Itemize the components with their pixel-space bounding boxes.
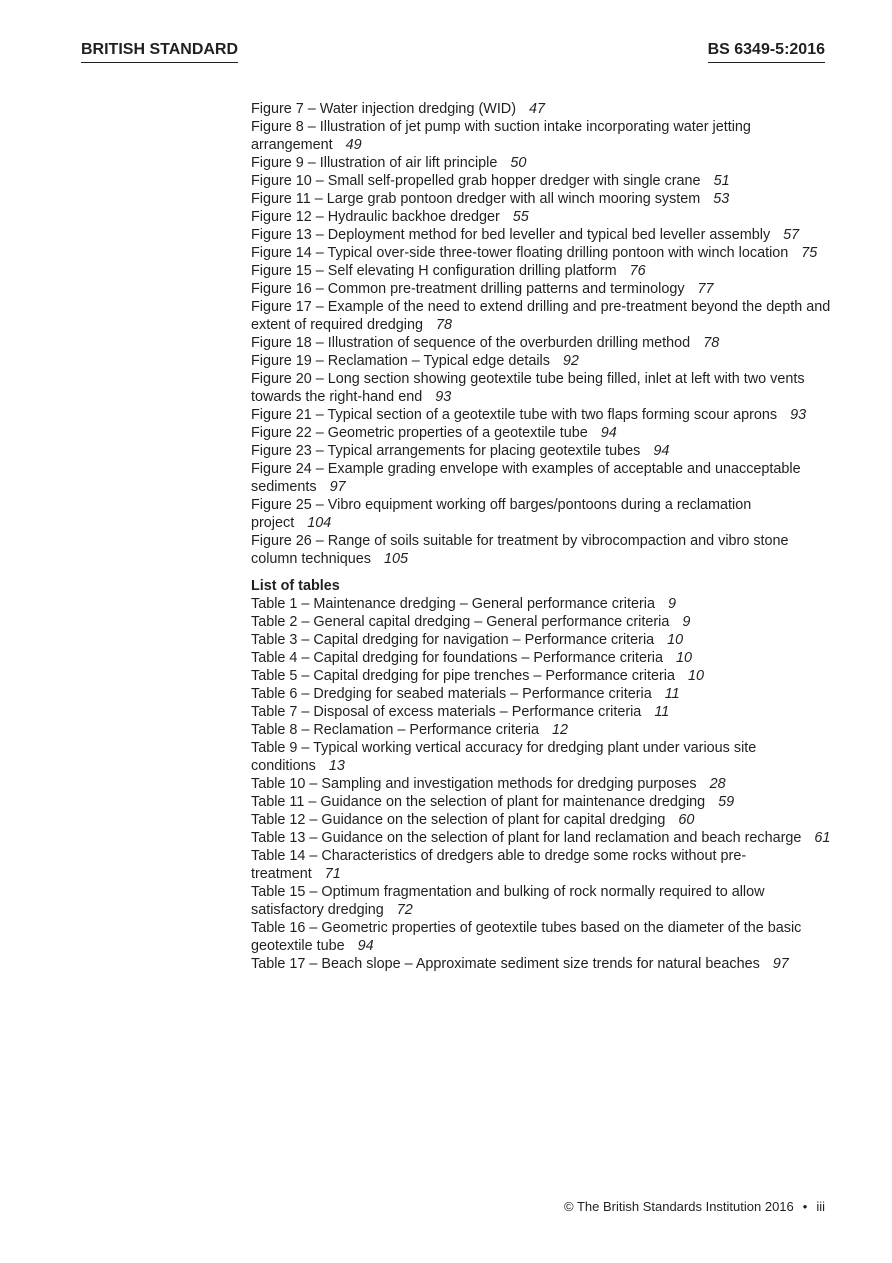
table-entry-page-number: 11 [654,704,670,720]
table-entry-title: Table 12 – Guidance on the selection of plant for capital dredging [251,812,666,828]
figure-entry[interactable] [251,370,831,406]
table-entry-title: Table 8 – Reclamation – Performance criteria [251,722,539,738]
figure-entry-page-number: 50 [510,155,527,171]
figure-entry[interactable] [251,442,831,460]
figure-entry-page-number: 47 [529,101,546,117]
table-entry[interactable] [251,775,831,793]
figure-entry-page-number: 94 [600,425,617,441]
figure-entry-title: Figure 18 – Illustration of sequence of the overburden drilling method [251,335,691,351]
figure-entry[interactable] [251,406,831,424]
figure-entry-title: Figure 14 – Typical over-side three-tower floating drilling pontoon with winch location [251,245,789,261]
figure-entry-title: Figure 26 – Range of soils suitable for treatment by vibrocompaction and vibro stone column techniques [251,533,789,567]
table-entry[interactable] [251,595,831,613]
table-entry[interactable] [251,829,831,847]
header-publisher: BRITISH STANDARD [81,40,238,63]
figure-entry[interactable] [251,172,831,190]
figure-entry[interactable] [251,100,831,118]
list-of-tables-heading: List of tables [251,578,340,594]
copyright-notice: © The British Standards Institution 2016 [564,1199,794,1214]
table-entry-title: Table 17 – Beach slope – Approximate sediment size trends for natural beaches [251,956,760,972]
table-entry-page-number: 71 [324,866,341,882]
table-entry-title: Table 6 – Dredging for seabed materials – Performance criteria [251,686,652,702]
table-entry[interactable] [251,721,831,739]
table-entry[interactable] [251,793,831,811]
page-footer [564,1199,825,1215]
table-entry[interactable] [251,649,831,667]
table-entry[interactable] [251,613,831,631]
table-entry[interactable] [251,739,831,775]
table-entry-page-number: 9 [682,614,691,630]
table-entry-title: Table 7 – Disposal of excess materials – Performance criteria [251,704,642,720]
page-number: iii [816,1199,825,1214]
table-entry-page-number: 12 [551,722,568,738]
figure-entry[interactable] [251,532,831,568]
table-entry-page-number: 10 [675,650,692,666]
figure-entry[interactable] [251,280,831,298]
table-entry-title: Table 10 – Sampling and investigation methods for dredging purposes [251,776,697,792]
table-entry[interactable] [251,667,831,685]
figure-entry-page-number: 77 [697,281,714,297]
figure-entry-page-number: 78 [703,335,720,351]
figure-entry-title: Figure 22 – Geometric properties of a geotextile tube [251,425,588,441]
figure-entry-page-number: 57 [783,227,800,243]
table-entry-title: Table 14 – Characteristics of dredgers able to dredge some rocks without pre-treatment [251,848,747,882]
running-header [81,40,825,66]
table-entry-title: Table 2 – General capital dredging – General performance criteria [251,614,670,630]
table-entry-page-number: 61 [814,830,831,846]
figure-entry-page-number: 105 [384,551,409,567]
table-entry-title: Table 13 – Guidance on the selection of plant for land reclamation and beach recharge [251,830,802,846]
figure-entry-page-number: 53 [713,191,730,207]
figure-entry-title: Figure 13 – Deployment method for bed leveller and typical bed leveller assembly [251,227,771,243]
table-entry-page-number: 94 [357,938,374,954]
table-entry-title: Table 15 – Optimum fragmentation and bulking of rock normally required to allow satisfactory dredging [251,884,765,918]
header-standard-number: BS 6349-5:2016 [708,40,825,63]
table-entry[interactable] [251,847,831,883]
figure-entry-title: Figure 9 – Illustration of air lift principle [251,155,498,171]
figure-entry[interactable] [251,460,831,496]
figure-entry[interactable] [251,298,831,334]
figure-entry-title: Figure 20 – Long section showing geotextile tube being filled, inlet at left with two vents towards the right-hand end [251,371,805,405]
figure-entry-page-number: 93 [435,389,452,405]
figure-entry-title: Figure 12 – Hydraulic backhoe dredger [251,209,500,225]
figure-entry-title: Figure 25 – Vibro equipment working off barges/pontoons during a reclamation project [251,497,752,531]
figure-entry[interactable] [251,154,831,172]
table-entry-page-number: 59 [718,794,735,810]
footer-bullet: • [802,1199,808,1214]
figure-entry-page-number: 76 [629,263,646,279]
table-entry-title: Table 11 – Guidance on the selection of plant for maintenance dredging [251,794,706,810]
figure-entry[interactable] [251,208,831,226]
table-entry[interactable] [251,631,831,649]
figure-entry[interactable] [251,352,831,370]
figure-entry-page-number: 104 [307,515,332,531]
table-entry-page-number: 60 [678,812,695,828]
contents-list [251,100,831,973]
figure-entry[interactable] [251,496,831,532]
table-entry-title: Table 1 – Maintenance dredging – General performance criteria [251,596,655,612]
table-entry-title: Table 3 – Capital dredging for navigation – Performance criteria [251,632,655,648]
figure-entry-page-number: 49 [345,137,362,153]
table-entry-page-number: 72 [396,902,413,918]
figure-entry-page-number: 78 [436,317,453,333]
figure-entry-page-number: 93 [790,407,807,423]
figure-entry[interactable] [251,424,831,442]
table-entry[interactable] [251,919,831,955]
figure-entry[interactable] [251,190,831,208]
table-entry-title: Table 16 – Geometric properties of geotextile tubes based on the diameter of the basic geotextile tube [251,920,802,954]
table-entry-page-number: 9 [667,596,676,612]
figure-entry-title: Figure 21 – Typical section of a geotextile tube with two flaps forming scour aprons [251,407,778,423]
figure-entry[interactable] [251,262,831,280]
list-of-figures [251,100,831,568]
table-entry-page-number: 10 [687,668,704,684]
table-entry-title: Table 5 – Capital dredging for pipe trenches – Performance criteria [251,668,675,684]
list-of-tables [251,595,831,973]
figure-entry-title: Figure 17 – Example of the need to extend drilling and pre-treatment beyond the depth and extent of required dredging [251,299,831,333]
table-entry-page-number: 97 [772,956,789,972]
table-entry-page-number: 13 [328,758,345,774]
table-entry-title: Table 9 – Typical working vertical accuracy for dredging plant under various site conditions [251,740,757,774]
table-entry[interactable] [251,811,831,829]
figure-entry-page-number: 55 [512,209,529,225]
table-entry[interactable] [251,703,831,721]
figure-entry-title: Figure 19 – Reclamation – Typical edge details [251,353,550,369]
figure-entry-title: Figure 7 – Water injection dredging (WID) [251,101,516,117]
table-entry-page-number: 11 [664,686,680,702]
figure-entry-title: Figure 16 – Common pre-treatment drilling patterns and terminology [251,281,685,297]
figure-entry[interactable] [251,244,831,262]
figure-entry-title: Figure 23 – Typical arrangements for placing geotextile tubes [251,443,641,459]
figure-entry-page-number: 51 [713,173,730,189]
figure-entry-title: Figure 11 – Large grab pontoon dredger with all winch mooring system [251,191,701,207]
figure-entry-title: Figure 24 – Example grading envelope with examples of acceptable and unacceptable sediments [251,461,801,495]
table-entry-title: Table 4 – Capital dredging for foundations – Performance criteria [251,650,663,666]
figure-entry-title: Figure 8 – Illustration of jet pump with suction intake incorporating water jetting arrangement [251,119,751,153]
figure-entry-page-number: 97 [329,479,346,495]
table-entry[interactable] [251,955,831,973]
table-entry-page-number: 10 [667,632,684,648]
figure-entry-title: Figure 15 – Self elevating H configuration drilling platform [251,263,617,279]
figure-entry-title: Figure 10 – Small self-propelled grab hopper dredger with single crane [251,173,701,189]
table-entry[interactable] [251,685,831,703]
figure-entry-page-number: 92 [562,353,579,369]
table-entry-page-number: 28 [709,776,726,792]
figure-entry-page-number: 94 [653,443,670,459]
figure-entry[interactable] [251,226,831,244]
figure-entry[interactable] [251,334,831,352]
table-entry[interactable] [251,883,831,919]
figure-entry[interactable] [251,118,831,154]
figure-entry-page-number: 75 [801,245,818,261]
